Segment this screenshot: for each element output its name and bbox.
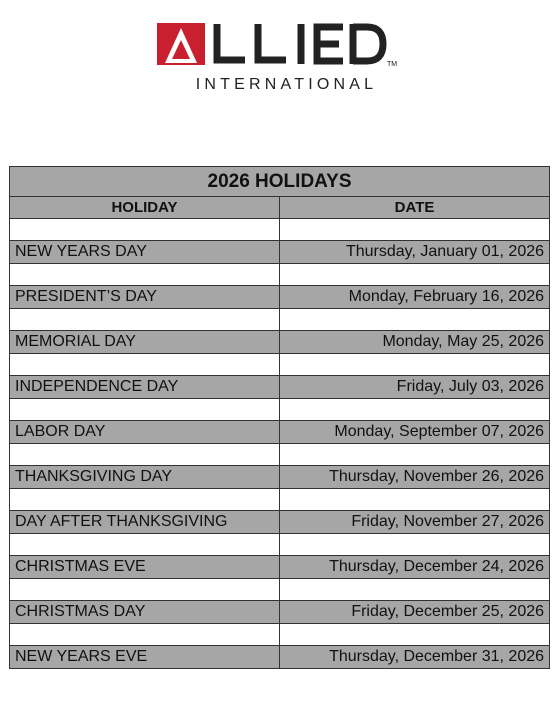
spacer-cell [280,219,550,241]
date-cell: Friday, November 27, 2026 [280,511,550,534]
date-cell: Thursday, November 26, 2026 [280,466,550,489]
logo-subtitle: INTERNATIONAL [195,76,378,93]
spacer-cell [10,534,280,556]
spacer-cell [10,354,280,376]
holiday-cell: NEW YEARS DAY [10,241,280,264]
spacer-row [10,534,550,556]
holiday-cell: LABOR DAY [10,421,280,444]
spacer-cell [10,579,280,601]
table-row [10,241,550,264]
holiday-cell: PRESIDENT’S DAY [10,286,280,309]
spacer-cell [280,264,550,286]
date-cell: Monday, September 07, 2026 [280,421,550,444]
spacer-cell [10,489,280,511]
spacer-cell [280,489,550,511]
spacer-cell [280,309,550,331]
spacer-cell [280,579,550,601]
spacer-cell [10,219,280,241]
spacer-row [10,264,550,286]
spacer-cell [280,399,550,421]
date-cell: Thursday, December 24, 2026 [280,556,550,579]
spacer-cell [10,444,280,466]
spacer-cell [10,264,280,286]
spacer-row [10,579,550,601]
date-cell: Friday, July 03, 2026 [280,376,550,399]
table-row [10,286,550,309]
svg-text:TM: TM [387,61,398,68]
table-row [10,466,550,489]
holiday-cell: MEMORIAL DAY [10,331,280,354]
spacer-row [10,219,550,241]
spacer-row [10,624,550,646]
holiday-cell: NEW YEARS EVE [10,646,280,669]
holiday-cell: THANKSGIVING DAY [10,466,280,489]
spacer-row [10,399,550,421]
table-row [10,376,550,399]
holiday-cell: DAY AFTER THANKSGIVING [10,511,280,534]
spacer-cell [280,534,550,556]
holiday-cell: CHRISTMAS DAY [10,601,280,624]
table-row [10,556,550,579]
date-cell: Thursday, January 01, 2026 [280,241,550,264]
spacer-cell [10,309,280,331]
date-cell: Friday, December 25, 2026 [280,601,550,624]
date-cell: Monday, May 25, 2026 [280,331,550,354]
spacer-cell [280,444,550,466]
table-title: 2026 HOLIDAYS [10,167,550,197]
spacer-cell [10,399,280,421]
date-column-header: DATE [280,197,550,219]
spacer-cell [280,354,550,376]
spacer-row [10,354,550,376]
date-cell: Monday, February 16, 2026 [280,286,550,309]
table-row [10,511,550,534]
spacer-row [10,489,550,511]
spacer-cell [280,624,550,646]
table-row [10,601,550,624]
date-cell: Thursday, December 31, 2026 [280,646,550,669]
spacer-row [10,444,550,466]
table-row [10,646,550,669]
table-row [10,331,550,354]
holiday-cell: INDEPENDENCE DAY [10,376,280,399]
holiday-cell: CHRISTMAS EVE [10,556,280,579]
table-row [10,421,550,444]
holidays-table [9,166,550,669]
spacer-row [10,309,550,331]
allied-logo [0,0,558,120]
allied-wordmark [157,20,402,70]
holiday-column-header: HOLIDAY [10,197,280,219]
spacer-cell [10,624,280,646]
